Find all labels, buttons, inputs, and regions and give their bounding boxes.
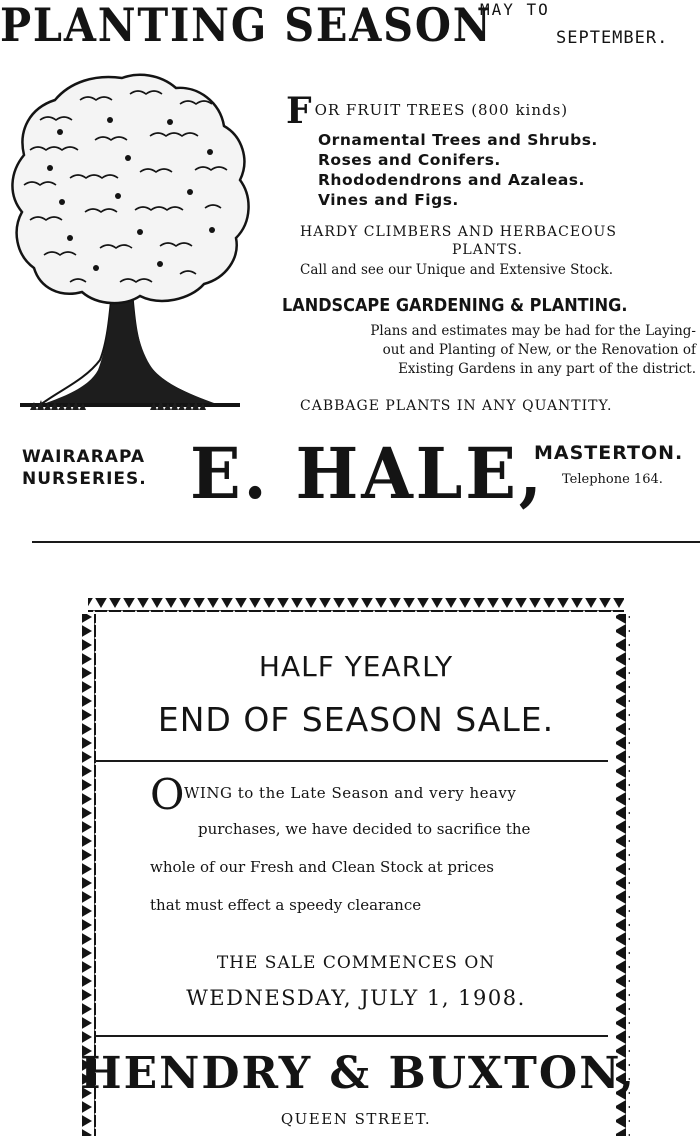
fruit-trees-line [286,90,568,132]
owing-line: whole of our Fresh and Clean Stock at prices [150,858,494,876]
sale-date: WEDNESDAY, JULY 1, 1908. [186,986,526,1010]
nursery-name-line: NURSERIES. [22,469,147,489]
owing-line: WING to the Late Season and very heavy [184,784,517,802]
fruit-dropcap: F [286,90,313,132]
town-name: MASTERTON. [534,442,684,464]
landscape-heading: LANDSCAPE GARDENING & PLANTING. [282,296,628,316]
tree-illustration-icon [0,60,262,440]
plans-line: Existing Gardens in any part of the district. [398,361,696,377]
firm-address: QUEEN STREET. [280,1110,432,1128]
list-item: Roses and Conifers. [318,151,501,169]
telephone-number: Telephone 164. [562,472,663,487]
plans-paragraph [282,322,696,379]
fruit-text: OR FRUIT TREES (800 kinds) [314,101,569,119]
hardy-climbers-line: HARDY CLIMBERS AND HERBACEOUS [300,224,617,240]
cabbage-plants-line: CABBAGE PLANTS IN ANY QUANTITY. [300,398,613,414]
nursery-name [22,446,147,490]
proprietor-name: E. HALE, [190,432,545,515]
sale-rule [94,760,608,762]
list-item: Vines and Figs. [318,191,459,209]
plans-line: Plans and estimates may be had for the Laying- [370,323,696,339]
plans-line: out and Planting of New, or the Renovation of [382,342,696,358]
sale-commences-line: THE SALE COMMENCES ON [216,953,496,973]
hardy-climbers-line-2: PLANTS. [452,242,523,258]
season-to: SEPTEMBER. [556,28,669,48]
firm-name: HENDRY & BUXTON, [80,1048,636,1099]
list-item: Rhododendrons and Azaleas. [318,171,585,189]
list-item: Ornamental Trees and Shrubs. [318,131,598,149]
sale-heading-line-1: HALF YEARLY [258,650,454,683]
nursery-name-line: WAIRARAPA [22,447,146,467]
season-from: MAY TO [480,0,550,19]
call-and-see-line: Call and see our Unique and Extensive Stock. [300,262,613,278]
ad-heading: PLANTING SEASON [0,0,493,52]
section-divider [32,541,700,543]
sale-heading-line-2: END OF SEASON SALE. [157,700,555,739]
owing-dropcap: O [150,770,185,819]
featured-stock-list [318,130,598,210]
owing-line: purchases, we have decided to sacrifice the [198,820,531,838]
owing-line: that must effect a speedy clearance [150,896,422,914]
sale-rule [94,1035,608,1037]
